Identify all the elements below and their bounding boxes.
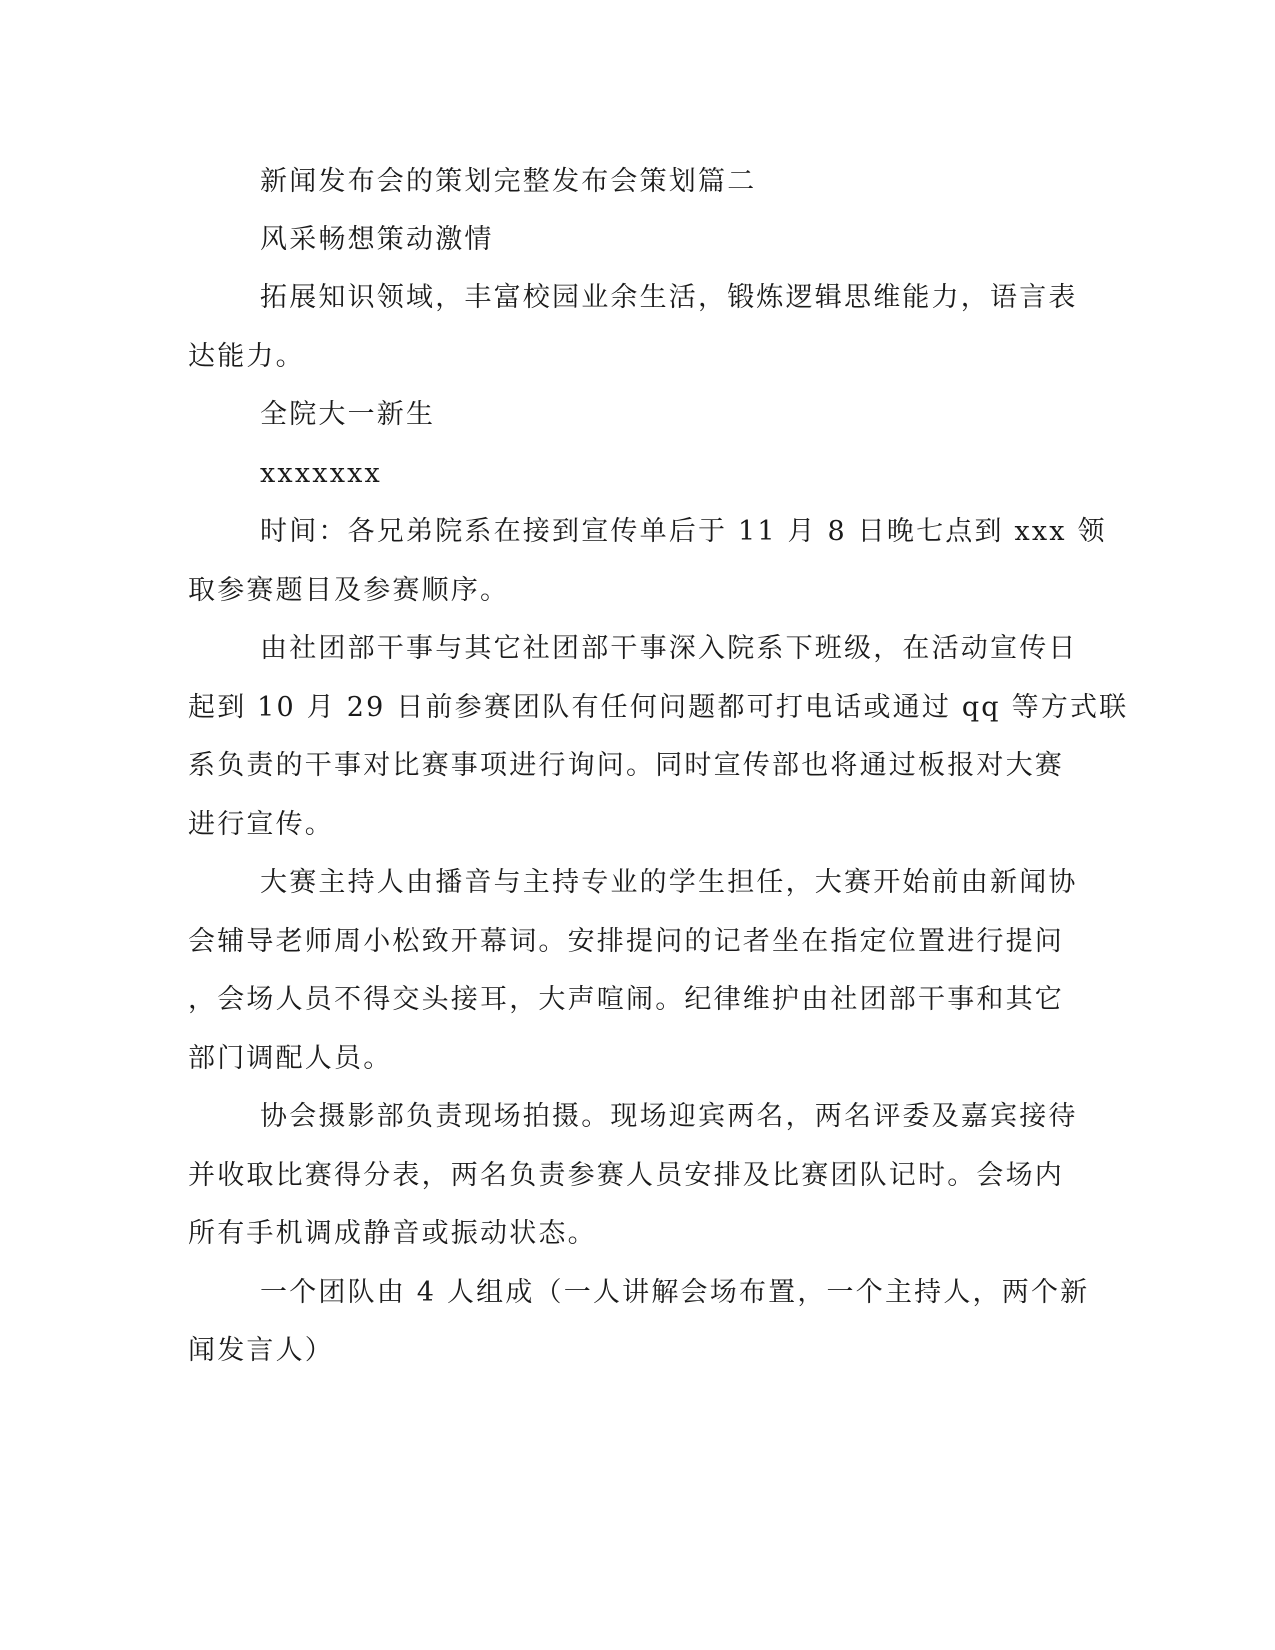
text-line: 由社团部干事与其它社团部干事深入院系下班级，在活动宣传日 bbox=[260, 633, 1078, 664]
text-line: ，会场人员不得交头接耳，大声喧闹。纪律维护由社团部干事和其它 bbox=[188, 984, 1064, 1015]
text-line: 闻发言人） bbox=[188, 1335, 334, 1366]
text-line: 系负责的干事对比赛事项进行询问。同时宣传部也将通过板报对大赛 bbox=[188, 750, 1064, 781]
document-title: 新闻发布会的策划完整发布会策划篇二 bbox=[260, 166, 757, 197]
text-line: 拓展知识领域，丰富校园业余生活，锻炼逻辑思维能力，语言表 bbox=[260, 282, 1078, 313]
text-line: 大赛主持人由播音与主持专业的学生担任，大赛开始前由新闻协 bbox=[260, 867, 1078, 898]
text-line: 部门调配人员。 bbox=[188, 1043, 393, 1074]
text-line: 所有手机调成静音或振动状态。 bbox=[188, 1218, 597, 1249]
text-line: 取参赛题目及参赛顺序。 bbox=[188, 575, 510, 606]
text-line: 并收取比赛得分表，两名负责参赛人员安排及比赛团队记时。会场内 bbox=[188, 1160, 1064, 1191]
text-line: 会辅导老师周小松致开幕词。安排提问的记者坐在指定位置进行提问 bbox=[188, 926, 1064, 957]
text-line: xxxxxxx bbox=[260, 458, 382, 489]
text-line: 协会摄影部负责现场拍摄。现场迎宾两名，两名评委及嘉宾接待 bbox=[260, 1101, 1078, 1132]
text-line: 达能力。 bbox=[188, 341, 305, 372]
text-line: 全院大一新生 bbox=[260, 399, 436, 430]
text-line: 起到 10 月 29 日前参赛团队有任何问题都可打电话或通过 qq 等方式联 bbox=[188, 692, 1129, 723]
text-line: 进行宣传。 bbox=[188, 809, 334, 840]
text-line: 时间：各兄弟院系在接到宣传单后于 11 月 8 日晚七点到 xxx 领 bbox=[260, 516, 1107, 547]
text-line: 一个团队由 4 人组成（一人讲解会场布置，一个主持人，两个新 bbox=[260, 1277, 1090, 1308]
event-name: 风采畅想策动激情 bbox=[260, 224, 494, 255]
